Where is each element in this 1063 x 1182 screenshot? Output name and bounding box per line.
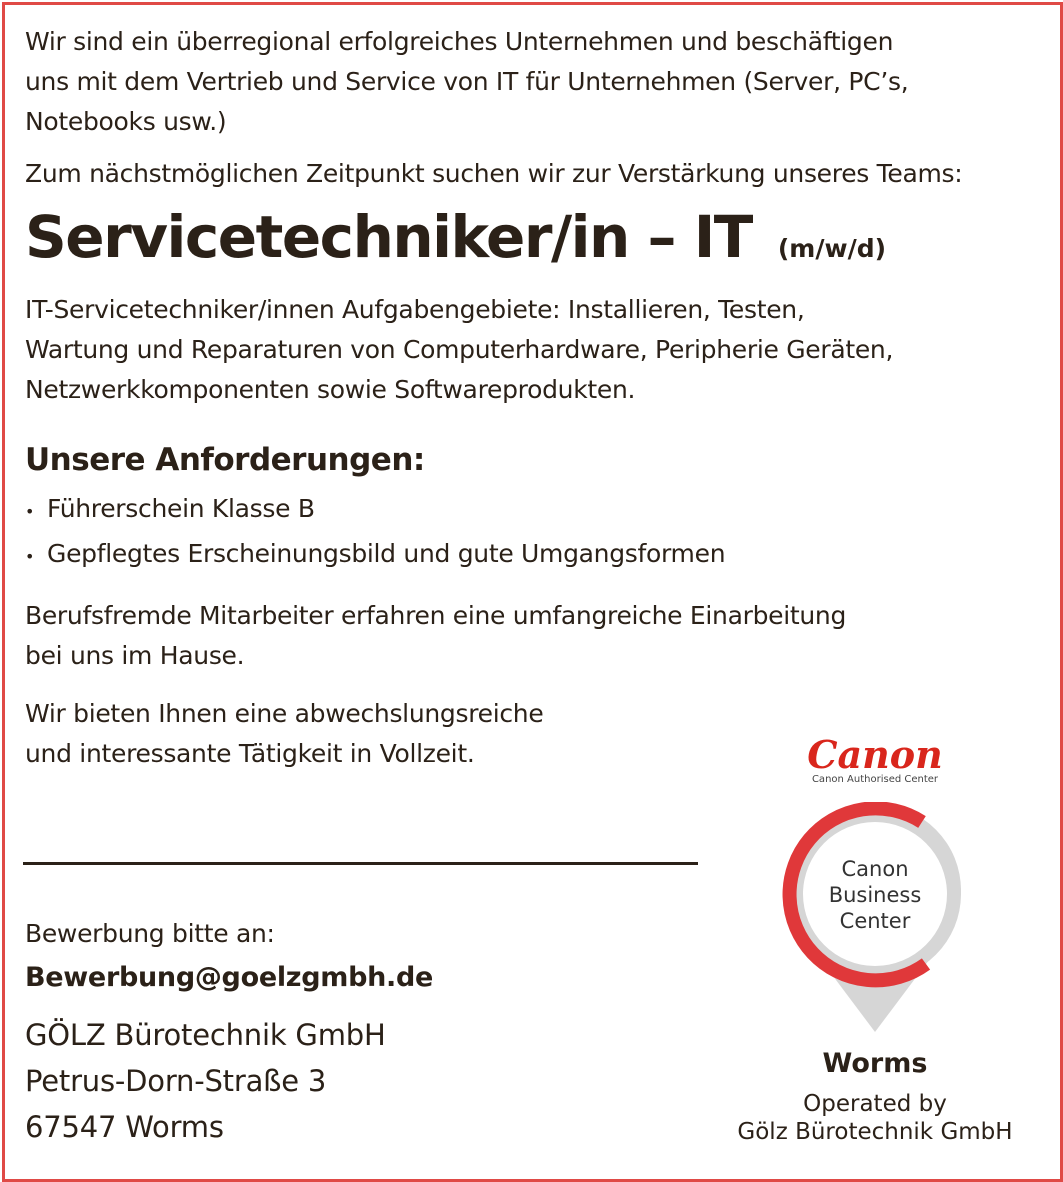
company-street: Petrus-Dorn-Straße 3 xyxy=(25,1064,327,1098)
company-name: GÖLZ Bürotechnik GmbH xyxy=(25,1018,386,1052)
company-address xyxy=(25,1012,433,1150)
offer-line-1: Wir bieten Ihnen eine abwechslungsreiche xyxy=(25,699,544,728)
tasks-line-3: Netzwerkkomponenten sowie Softwareprodukten. xyxy=(25,375,636,404)
job-title-suffix: (m/w/d) xyxy=(777,234,887,263)
operated-by-line-2: Gölz Bürotechnik GmbH xyxy=(737,1119,1013,1145)
intro-paragraph xyxy=(25,22,1035,142)
operated-by-line-1: Operated by xyxy=(803,1091,947,1117)
requirements-heading: Unsere Anforderungen: xyxy=(25,442,425,478)
intro-line-2: uns mit dem Vertrieb und Service von IT für Unternehmen (Server, PC’s, xyxy=(25,67,909,96)
bullet-icon: • xyxy=(25,547,35,566)
email-link[interactable]: Bewerbung@goelzgmbh.de xyxy=(25,962,434,993)
requirement-text: Führerschein Klasse B xyxy=(47,494,315,523)
requirements-list xyxy=(25,488,1035,578)
lead-text: Zum nächstmöglichen Zeitpunkt suchen wir zur Verstärkung unseres Teams: xyxy=(25,159,963,188)
canon-badge xyxy=(770,730,980,1055)
canon-logo: Canon xyxy=(807,732,943,777)
intro-line-3: Notebooks usw.) xyxy=(25,107,227,136)
contact-block xyxy=(25,912,433,1150)
badge-line-3: Center xyxy=(839,909,911,933)
section-divider xyxy=(23,862,698,865)
list-item xyxy=(25,533,1035,578)
requirement-text: Gepflegtes Erscheinungsbild und gute Umgangsformen xyxy=(47,539,726,568)
tasks-line-1: IT-Servicetechniker/innen Aufgabengebiete: Installieren, Testen, xyxy=(25,295,805,324)
operated-by xyxy=(720,1090,1030,1146)
bullet-icon: • xyxy=(25,502,35,521)
training-paragraph xyxy=(25,596,1035,676)
badge-line-1: Canon xyxy=(841,857,909,881)
badge-location: Worms xyxy=(822,1048,928,1079)
company-city: 67547 Worms xyxy=(25,1110,224,1144)
job-title: Servicetechniker/in – IT xyxy=(25,203,752,271)
tasks-paragraph xyxy=(25,290,1035,410)
canon-authorised-label: Canon Authorised Center xyxy=(811,774,939,785)
ad-content xyxy=(25,22,1035,774)
training-line-1: Berufsfremde Mitarbeiter erfahren eine umfangreiche Einarbeitung xyxy=(25,601,847,630)
contact-label: Bewerbung bitte an: xyxy=(25,919,275,948)
job-title-row xyxy=(25,200,1035,274)
list-item xyxy=(25,488,1035,533)
intro-line-1: Wir sind ein überregional erfolgreiches Unternehmen und beschäftigen xyxy=(25,27,894,56)
training-line-2: bei uns im Hause. xyxy=(25,641,245,670)
badge-line-2: Business xyxy=(828,883,922,907)
offer-line-2: und interessante Tätigkeit in Vollzeit. xyxy=(25,739,475,768)
tasks-line-2: Wartung und Reparaturen von Computerhardware, Peripherie Geräten, xyxy=(25,335,894,364)
